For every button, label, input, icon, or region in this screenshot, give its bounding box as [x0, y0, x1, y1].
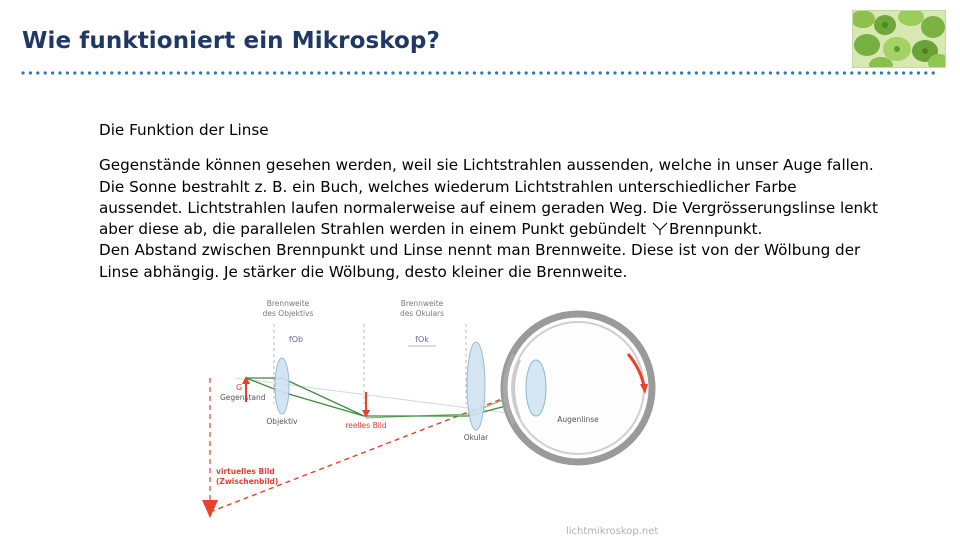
- divider-dot: [236, 71, 239, 74]
- divider-dot: [169, 71, 172, 74]
- divider-dot: [81, 71, 84, 74]
- divider-dot: [576, 71, 579, 74]
- divider-dot: [58, 71, 61, 74]
- divider-dot: [377, 71, 380, 74]
- divider-dot: [303, 71, 306, 74]
- divider-dot: [36, 71, 39, 74]
- divider-dot: [599, 71, 602, 74]
- divider-dot: [369, 71, 372, 74]
- divider-dot: [162, 71, 165, 74]
- microscope-ray-diagram: [196, 296, 662, 540]
- divider-dot: [399, 71, 402, 74]
- divider-dot: [724, 71, 727, 74]
- divider-dot: [880, 71, 883, 74]
- divider-dot: [229, 71, 232, 74]
- divider-dot: [872, 71, 875, 74]
- ocular-lens: [467, 342, 485, 430]
- divider-dot: [636, 71, 639, 74]
- divider-dot: [421, 71, 424, 74]
- divider-dot: [125, 71, 128, 74]
- divider-dot: [650, 71, 653, 74]
- divider-dot: [428, 71, 431, 74]
- divider-dot: [539, 71, 542, 74]
- divider-dot: [865, 71, 868, 74]
- divider-dot: [214, 71, 217, 74]
- divider-dot: [732, 71, 735, 74]
- divider-dot: [687, 71, 690, 74]
- paragraph-line-part: Brennpunkt.: [668, 220, 763, 239]
- divider-dot: [510, 71, 513, 74]
- label-f-okular: fOk: [415, 335, 429, 344]
- divider-dot: [451, 71, 454, 74]
- label-virtuelles-bild: virtuelles Bild: [216, 467, 275, 476]
- divider-dot: [821, 71, 824, 74]
- divider-dot: [273, 71, 276, 74]
- divider-dot: [695, 71, 698, 74]
- divider-dot: [317, 71, 320, 74]
- paragraph-line: Gegenstände können gesehen werden, weil sie Lichtstrahlen aussenden, welche in unser Auge fallen.: [99, 156, 874, 175]
- divider-dot: [747, 71, 750, 74]
- divider-dot: [591, 71, 594, 74]
- divider-dot: [835, 71, 838, 74]
- divider-dot: [806, 71, 809, 74]
- label-des-objektivs: des Objektivs: [262, 309, 314, 318]
- divider-dot: [887, 71, 890, 74]
- divider-dot: [21, 71, 24, 74]
- divider-dot: [680, 71, 683, 74]
- divider-dot: [295, 71, 298, 74]
- label-reelles-bild: reelles Bild: [345, 421, 387, 430]
- divider-dot: [140, 71, 143, 74]
- divider-dot: [95, 71, 98, 74]
- label-gegenstand: Gegenstand: [220, 393, 266, 402]
- divider-dot: [465, 71, 468, 74]
- algae-thumbnail-image: [852, 10, 946, 68]
- divider-dot: [406, 71, 409, 74]
- divider-dot: [177, 71, 180, 74]
- divider-dot: [754, 71, 757, 74]
- divider-dot: [554, 71, 557, 74]
- divider-dot: [436, 71, 439, 74]
- paragraph-line: Linse abhängig. Je stärker die Wölbung, desto kleiner die Brennweite.: [99, 262, 628, 281]
- divider-dot: [66, 71, 69, 74]
- divider-dot: [280, 71, 283, 74]
- divider-dot: [932, 71, 935, 74]
- divider-dot: [147, 71, 150, 74]
- divider-dot: [44, 71, 47, 74]
- divider-dot: [621, 71, 624, 74]
- page-title: Wie funktioniert ein Mikroskop?: [22, 28, 440, 54]
- paragraph-line: Die Sonne bestrahlt z. B. ein Buch, welches wiederum Lichtstrahlen unterschiedlicher Farbe: [99, 177, 797, 196]
- divider-dot: [909, 71, 912, 74]
- divider-dot: [206, 71, 209, 74]
- label-okular: Okular: [463, 433, 489, 442]
- divider-dot: [132, 71, 135, 74]
- divider-dot: [798, 71, 801, 74]
- divider-dot: [562, 71, 565, 74]
- dotted-divider: [20, 66, 938, 80]
- divider-dot: [606, 71, 609, 74]
- divider-dot: [110, 71, 113, 74]
- divider-dot: [73, 71, 76, 74]
- divider-dot: [88, 71, 91, 74]
- divider-dot: [391, 71, 394, 74]
- divider-dot: [924, 71, 927, 74]
- label-objektiv: Objektiv: [266, 417, 298, 426]
- divider-dot: [739, 71, 742, 74]
- divider-dot: [813, 71, 816, 74]
- divider-dot: [184, 71, 187, 74]
- eye-illustration: [504, 314, 652, 462]
- divider-dot: [362, 71, 365, 74]
- divider-dot: [473, 71, 476, 74]
- divider-dot: [414, 71, 417, 74]
- divider-dot: [828, 71, 831, 74]
- label-augenlinse: Augenlinse: [557, 415, 599, 424]
- watermark-text: lichtmikroskop.net: [566, 526, 659, 537]
- divider-dot: [103, 71, 106, 74]
- divider-dot: [902, 71, 905, 74]
- divider-dot: [340, 71, 343, 74]
- divider-dot: [243, 71, 246, 74]
- divider-dot: [858, 71, 861, 74]
- label-brennweite-objektiv: Brennweite: [266, 299, 310, 308]
- divider-dot: [480, 71, 483, 74]
- divider-dot: [791, 71, 794, 74]
- arrow-icon: [651, 222, 669, 236]
- divider-dot: [895, 71, 898, 74]
- divider-dot: [673, 71, 676, 74]
- divider-dot: [502, 71, 505, 74]
- divider-dot: [776, 71, 779, 74]
- objective-lens: [275, 358, 289, 414]
- divider-dot: [613, 71, 616, 74]
- paragraph-line: Den Abstand zwischen Brennpunkt und Linse nennt man Brennweite. Diese ist von der Wölbung der: [99, 241, 861, 260]
- divider-dot: [258, 71, 261, 74]
- divider-dot: [332, 71, 335, 74]
- divider-dot: [769, 71, 772, 74]
- divider-dot: [547, 71, 550, 74]
- divider-dot: [843, 71, 846, 74]
- label-f-objektiv: fOb: [288, 335, 304, 344]
- divider-dot: [221, 71, 224, 74]
- divider-dot: [784, 71, 787, 74]
- divider-dot: [665, 71, 668, 74]
- label-zwischenbild: (Zwischenbild): [216, 477, 279, 486]
- real-image-arrowhead: [362, 410, 370, 418]
- divider-dot: [702, 71, 705, 74]
- divider-dot: [384, 71, 387, 74]
- divider-dot: [584, 71, 587, 74]
- divider-dot: [761, 71, 764, 74]
- virtual-image-arrowhead: [202, 500, 218, 518]
- divider-dot: [488, 71, 491, 74]
- divider-dot: [850, 71, 853, 74]
- divider-dot: [710, 71, 713, 74]
- divider-dot: [717, 71, 720, 74]
- section-heading: Die Funktion der Linse: [99, 121, 269, 139]
- divider-dot: [51, 71, 54, 74]
- divider-dot: [155, 71, 158, 74]
- divider-dot: [917, 71, 920, 74]
- divider-dot: [354, 71, 357, 74]
- paragraph-line-part: aber diese ab, die parallelen Strahlen werden in einem Punkt gebündelt: [99, 220, 651, 239]
- divider-dot: [443, 71, 446, 74]
- paragraph-line: aussendet. Lichtstrahlen laufen normalerweise auf einem geraden Weg. Die Vergrösserungslinse lenkt: [99, 198, 878, 217]
- divider-dot: [643, 71, 646, 74]
- divider-dot: [118, 71, 121, 74]
- divider-dot: [325, 71, 328, 74]
- divider-dot: [192, 71, 195, 74]
- divider-dot: [495, 71, 498, 74]
- divider-dot: [199, 71, 202, 74]
- label-g: G: [236, 383, 243, 392]
- divider-dot: [517, 71, 520, 74]
- divider-dot: [251, 71, 254, 74]
- paragraph: [99, 155, 929, 283]
- label-des-okulars: des Okulars: [399, 309, 445, 318]
- divider-dot: [347, 71, 350, 74]
- label-brennweite-okular: Brennweite: [400, 299, 444, 308]
- divider-dot: [569, 71, 572, 74]
- divider-dot: [266, 71, 269, 74]
- paragraph-line: [99, 219, 929, 240]
- divider-dot: [310, 71, 313, 74]
- divider-dot: [458, 71, 461, 74]
- divider-dot: [532, 71, 535, 74]
- divider-dot: [628, 71, 631, 74]
- divider-dot: [525, 71, 528, 74]
- divider-dot: [288, 71, 291, 74]
- divider-dot: [658, 71, 661, 74]
- divider-dot: [29, 71, 32, 74]
